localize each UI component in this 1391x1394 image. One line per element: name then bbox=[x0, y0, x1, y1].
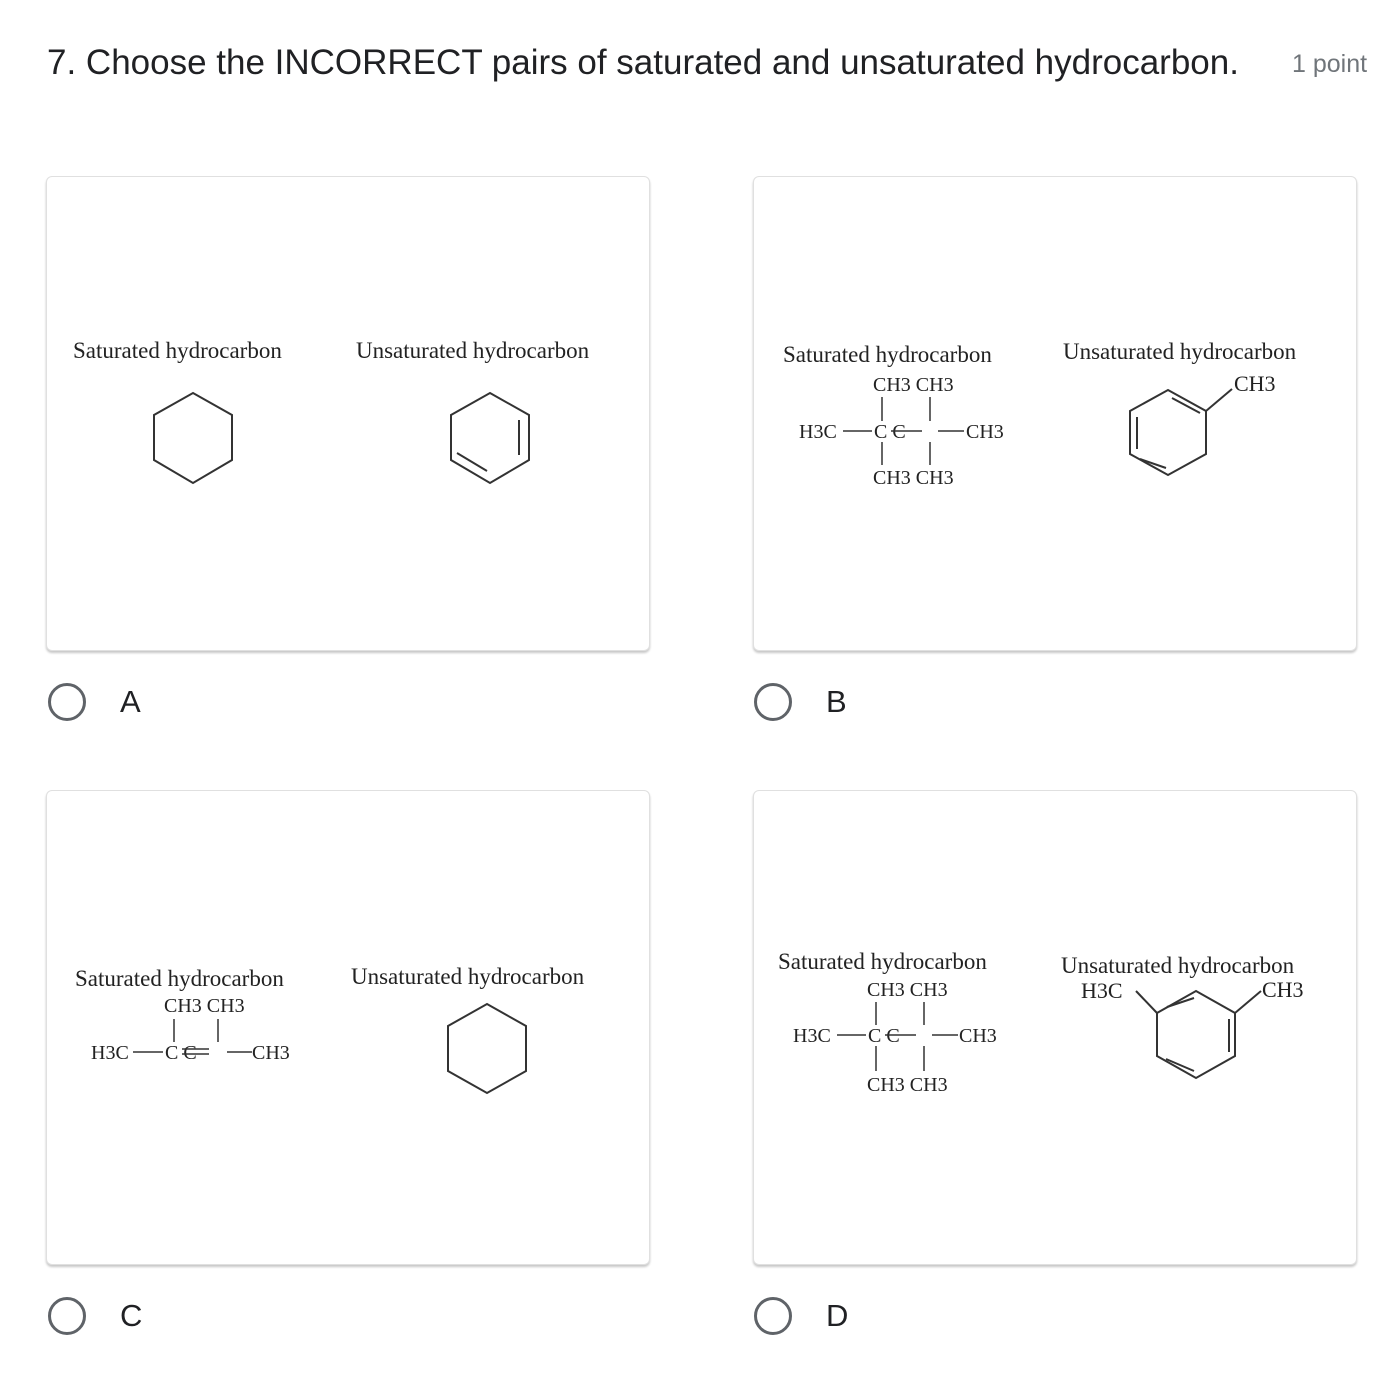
unsaturated-caption: Unsaturated hydrocarbon bbox=[1061, 953, 1295, 978]
cyclohexane-ring bbox=[448, 1004, 526, 1093]
unsaturated-caption: Unsaturated hydrocarbon bbox=[1063, 339, 1297, 364]
option-a-label: A bbox=[120, 684, 141, 719]
saturated-structure bbox=[91, 995, 290, 1064]
option-b-image bbox=[753, 176, 1357, 651]
bottom-methyl-groups: CH3 CH3 bbox=[873, 467, 954, 489]
saturated-caption: Saturated hydrocarbon bbox=[783, 342, 992, 367]
saturated-structure bbox=[799, 374, 1004, 489]
left-methyl-substituent: H3C bbox=[1081, 978, 1123, 1003]
unsaturated-caption: Unsaturated hydrocarbon bbox=[351, 964, 585, 989]
option-b-structures bbox=[754, 177, 1356, 650]
xylene-ring bbox=[1136, 991, 1261, 1078]
option-d-label: D bbox=[826, 1298, 849, 1333]
option-d-radio[interactable] bbox=[754, 1297, 792, 1335]
option-c-label: C bbox=[120, 1298, 143, 1333]
option-a-image bbox=[46, 176, 650, 651]
center-carbons: C C bbox=[874, 421, 906, 443]
option-a-structures bbox=[47, 177, 649, 650]
option-c-image bbox=[46, 790, 650, 1265]
unsaturated-caption: Unsaturated hydrocarbon bbox=[356, 338, 590, 363]
bottom-methyl-groups: CH3 CH3 bbox=[867, 1074, 948, 1096]
methyl-substituent: CH3 bbox=[1234, 371, 1276, 396]
option-c-radio[interactable] bbox=[48, 1297, 86, 1335]
saturated-structure bbox=[793, 979, 997, 1096]
option-d-structures bbox=[754, 791, 1356, 1264]
right-methyl-substituent: CH3 bbox=[1262, 977, 1304, 1002]
points-label: 1 point bbox=[1292, 50, 1368, 78]
option-c-structures bbox=[47, 791, 649, 1264]
right-methyl-group: CH3 bbox=[966, 421, 1004, 443]
top-methyl-groups: CH3 CH3 bbox=[164, 995, 245, 1017]
right-methyl-group: CH3 bbox=[959, 1025, 997, 1047]
option-d-image bbox=[753, 790, 1357, 1265]
left-methyl-group: H3C bbox=[799, 421, 837, 443]
option-c-row[interactable] bbox=[48, 1297, 142, 1335]
saturated-caption: Saturated hydrocarbon bbox=[73, 338, 282, 363]
right-methyl-group: CH3 bbox=[252, 1042, 290, 1064]
left-methyl-group: H3C bbox=[91, 1042, 129, 1064]
option-b-radio[interactable] bbox=[754, 683, 792, 721]
cyclohexene-ring bbox=[451, 393, 529, 483]
option-a-row[interactable] bbox=[48, 683, 141, 721]
top-methyl-groups: CH3 CH3 bbox=[873, 374, 954, 396]
center-carbons: C C bbox=[868, 1025, 900, 1047]
question-title: 7. Choose the INCORRECT pairs of saturated and unsaturated hydrocarbon. bbox=[47, 43, 1239, 82]
option-d-row[interactable] bbox=[754, 1297, 848, 1335]
option-b-row[interactable] bbox=[754, 683, 847, 721]
left-methyl-group: H3C bbox=[793, 1025, 831, 1047]
top-methyl-groups: CH3 CH3 bbox=[867, 979, 948, 1001]
toluene-ring bbox=[1130, 389, 1232, 475]
option-a-radio[interactable] bbox=[48, 683, 86, 721]
center-carbons: C C bbox=[165, 1042, 197, 1064]
cyclohexane-ring bbox=[154, 393, 232, 483]
saturated-caption: Saturated hydrocarbon bbox=[75, 966, 284, 991]
saturated-caption: Saturated hydrocarbon bbox=[778, 949, 987, 974]
option-b-label: B bbox=[826, 684, 847, 719]
